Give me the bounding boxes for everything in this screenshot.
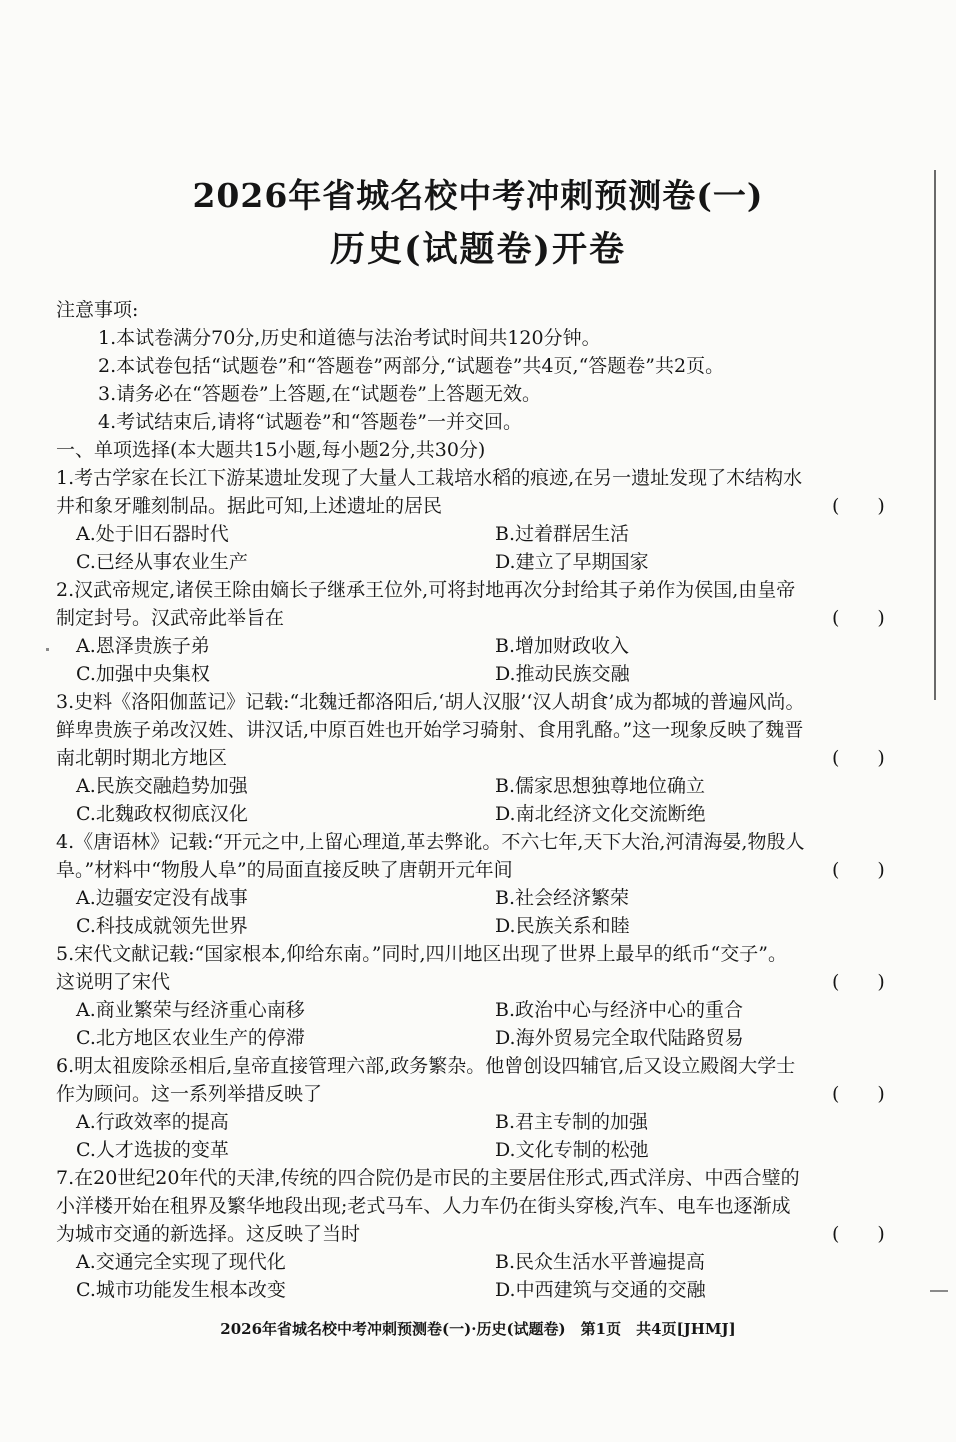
question-stem-line: 这说明了宋代	[56, 971, 171, 993]
option-a: A.交通完全实现了现代化	[76, 1251, 286, 1273]
notice-item: 4.考试结束后,请将“试题卷”和“答题卷”一并交回。	[98, 411, 523, 433]
exam-subtitle: 历史(试题卷)开卷	[329, 229, 627, 270]
option-d: D.海外贸易完全取代陆路贸易	[495, 1027, 744, 1049]
option-c: C.人才选拔的变革	[76, 1139, 229, 1161]
option-b: B.过着群居生活	[495, 523, 630, 545]
question-stem-line: 6.明太祖废除丞相后,皇帝直接管理六部,政务繁杂。他曾创设四辅官,后又设立殿阁大学士	[56, 1055, 796, 1077]
answer-paren: ( )	[832, 747, 885, 769]
notice-heading: 注意事项:	[56, 299, 139, 321]
option-a: A.商业繁荣与经济重心南移	[76, 999, 305, 1021]
question-stem-line: 阜。”材料中“物殷人阜”的局面直接反映了唐朝开元年间	[56, 859, 513, 881]
answer-paren: ( )	[832, 859, 885, 881]
question-stem-line: 鲜卑贵族子弟改汉姓、讲汉话,中原百姓也开始学习骑射、食用乳酪。”这一现象反映了魏晋	[56, 719, 804, 741]
exam-title: 2026年省城名校中考冲刺预测卷(一)	[192, 176, 764, 215]
answer-paren: ( )	[832, 495, 885, 517]
question-stem-line: 为城市交通的新选择。这反映了当时	[56, 1223, 361, 1245]
option-b: B.儒家思想独尊地位确立	[495, 775, 706, 797]
option-c: C.北方地区农业生产的停滞	[76, 1027, 305, 1049]
question-stem-line: 作为顾问。这一系列举措反映了	[56, 1083, 323, 1105]
option-c: C.加强中央集权	[76, 663, 210, 685]
question-stem-line: 3.史料《洛阳伽蓝记》记载:“北魏迁都洛阳后,‘胡人汉服’‘汉人胡食’成为都城的普遍风尚。	[56, 691, 805, 713]
option-b: B.社会经济繁荣	[495, 887, 630, 909]
question-stem-line: 7.在20世纪20年代的天津,传统的四合院仍是市民的主要居住形式,西式洋房、中西合璧的	[56, 1167, 800, 1189]
option-a: A.民族交融趋势加强	[76, 775, 248, 797]
option-a: A.恩泽贵族子弟	[76, 635, 210, 657]
question-3	[56, 688, 894, 828]
page-footer: 2026年省城名校中考冲刺预测卷(一)·历史(试题卷) 第1页 共4页[JHMJ]	[220, 1320, 736, 1338]
notice-item: 3.请务必在“答题卷”上答题,在“试题卷”上答题无效。	[98, 383, 542, 405]
question-4	[56, 828, 894, 940]
notice-item: 1.本试卷满分70分,历史和道德与法治考试时间共120分钟。	[98, 327, 601, 349]
option-a: A.行政效率的提高	[76, 1111, 229, 1133]
option-c: C.北魏政权彻底汉化	[76, 803, 248, 825]
exam-body	[56, 296, 894, 1304]
answer-paren: ( )	[832, 607, 885, 629]
answer-paren: ( )	[832, 971, 885, 993]
option-b: B.增加财政收入	[495, 635, 630, 657]
option-d: D.文化专制的松弛	[495, 1139, 649, 1161]
scan-speck	[930, 1290, 948, 1292]
option-d: D.推动民族交融	[495, 663, 630, 685]
question-stem-line: 井和象牙雕刻制品。据此可知,上述遗址的居民	[56, 495, 443, 517]
option-c: C.城市功能发生根本改变	[76, 1279, 286, 1301]
answer-paren: ( )	[832, 1223, 885, 1245]
question-6	[56, 1052, 894, 1164]
option-b: B.政治中心与经济中心的重合	[495, 999, 744, 1021]
question-stem-line: 1.考古学家在长江下游某遗址发现了大量人工栽培水稻的痕迹,在另一遗址发现了木结构水	[56, 467, 803, 489]
option-a: A.边疆安定没有战事	[76, 887, 248, 909]
option-b: B.君主专制的加强	[495, 1111, 649, 1133]
question-stem-line: 2.汉武帝规定,诸侯王除由嫡长子继承王位外,可将封地再次分封给其子弟作为侯国,由皇帝	[56, 579, 796, 601]
question-5	[56, 940, 894, 1052]
notice-item: 2.本试卷包括“试题卷”和“答题卷”两部分,“试题卷”共4页,“答题卷”共2页。	[98, 355, 725, 377]
question-7	[56, 1164, 894, 1304]
option-d: D.南北经济文化交流断绝	[495, 803, 706, 825]
section-heading: 一、单项选择(本大题共15小题,每小题2分,共30分)	[56, 439, 486, 461]
scan-edge-line	[934, 170, 936, 700]
answer-paren: ( )	[832, 1083, 885, 1105]
question-stem-line: 南北朝时期北方地区	[56, 747, 228, 769]
option-c: C.已经从事农业生产	[76, 551, 248, 573]
option-b: B.民众生活水平普遍提高	[495, 1251, 706, 1273]
option-a: A.处于旧石器时代	[76, 523, 229, 545]
question-stem-line: 制定封号。汉武帝此举旨在	[56, 607, 285, 629]
question-stem-line: 小洋楼开始在租界及繁华地段出现;老式马车、人力车仍在街头穿梭,汽车、电车也逐渐成	[56, 1195, 791, 1217]
question-stem-line: 5.宋代文献记载:“国家根本,仰给东南。”同时,四川地区出现了世界上最早的纸币“交子”。	[56, 943, 787, 965]
option-c: C.科技成就领先世界	[76, 915, 248, 937]
question-stem-line: 4.《唐语林》记载:“开元之中,上留心理道,革去弊讹。不六七年,天下大治,河清海晏,物殷人	[56, 831, 805, 853]
option-d: D.中西建筑与交通的交融	[495, 1279, 706, 1301]
question-1	[56, 464, 894, 576]
scan-speck	[46, 648, 49, 651]
question-2	[56, 576, 894, 688]
option-d: D.民族关系和睦	[495, 915, 630, 937]
option-d: D.建立了早期国家	[495, 551, 649, 573]
